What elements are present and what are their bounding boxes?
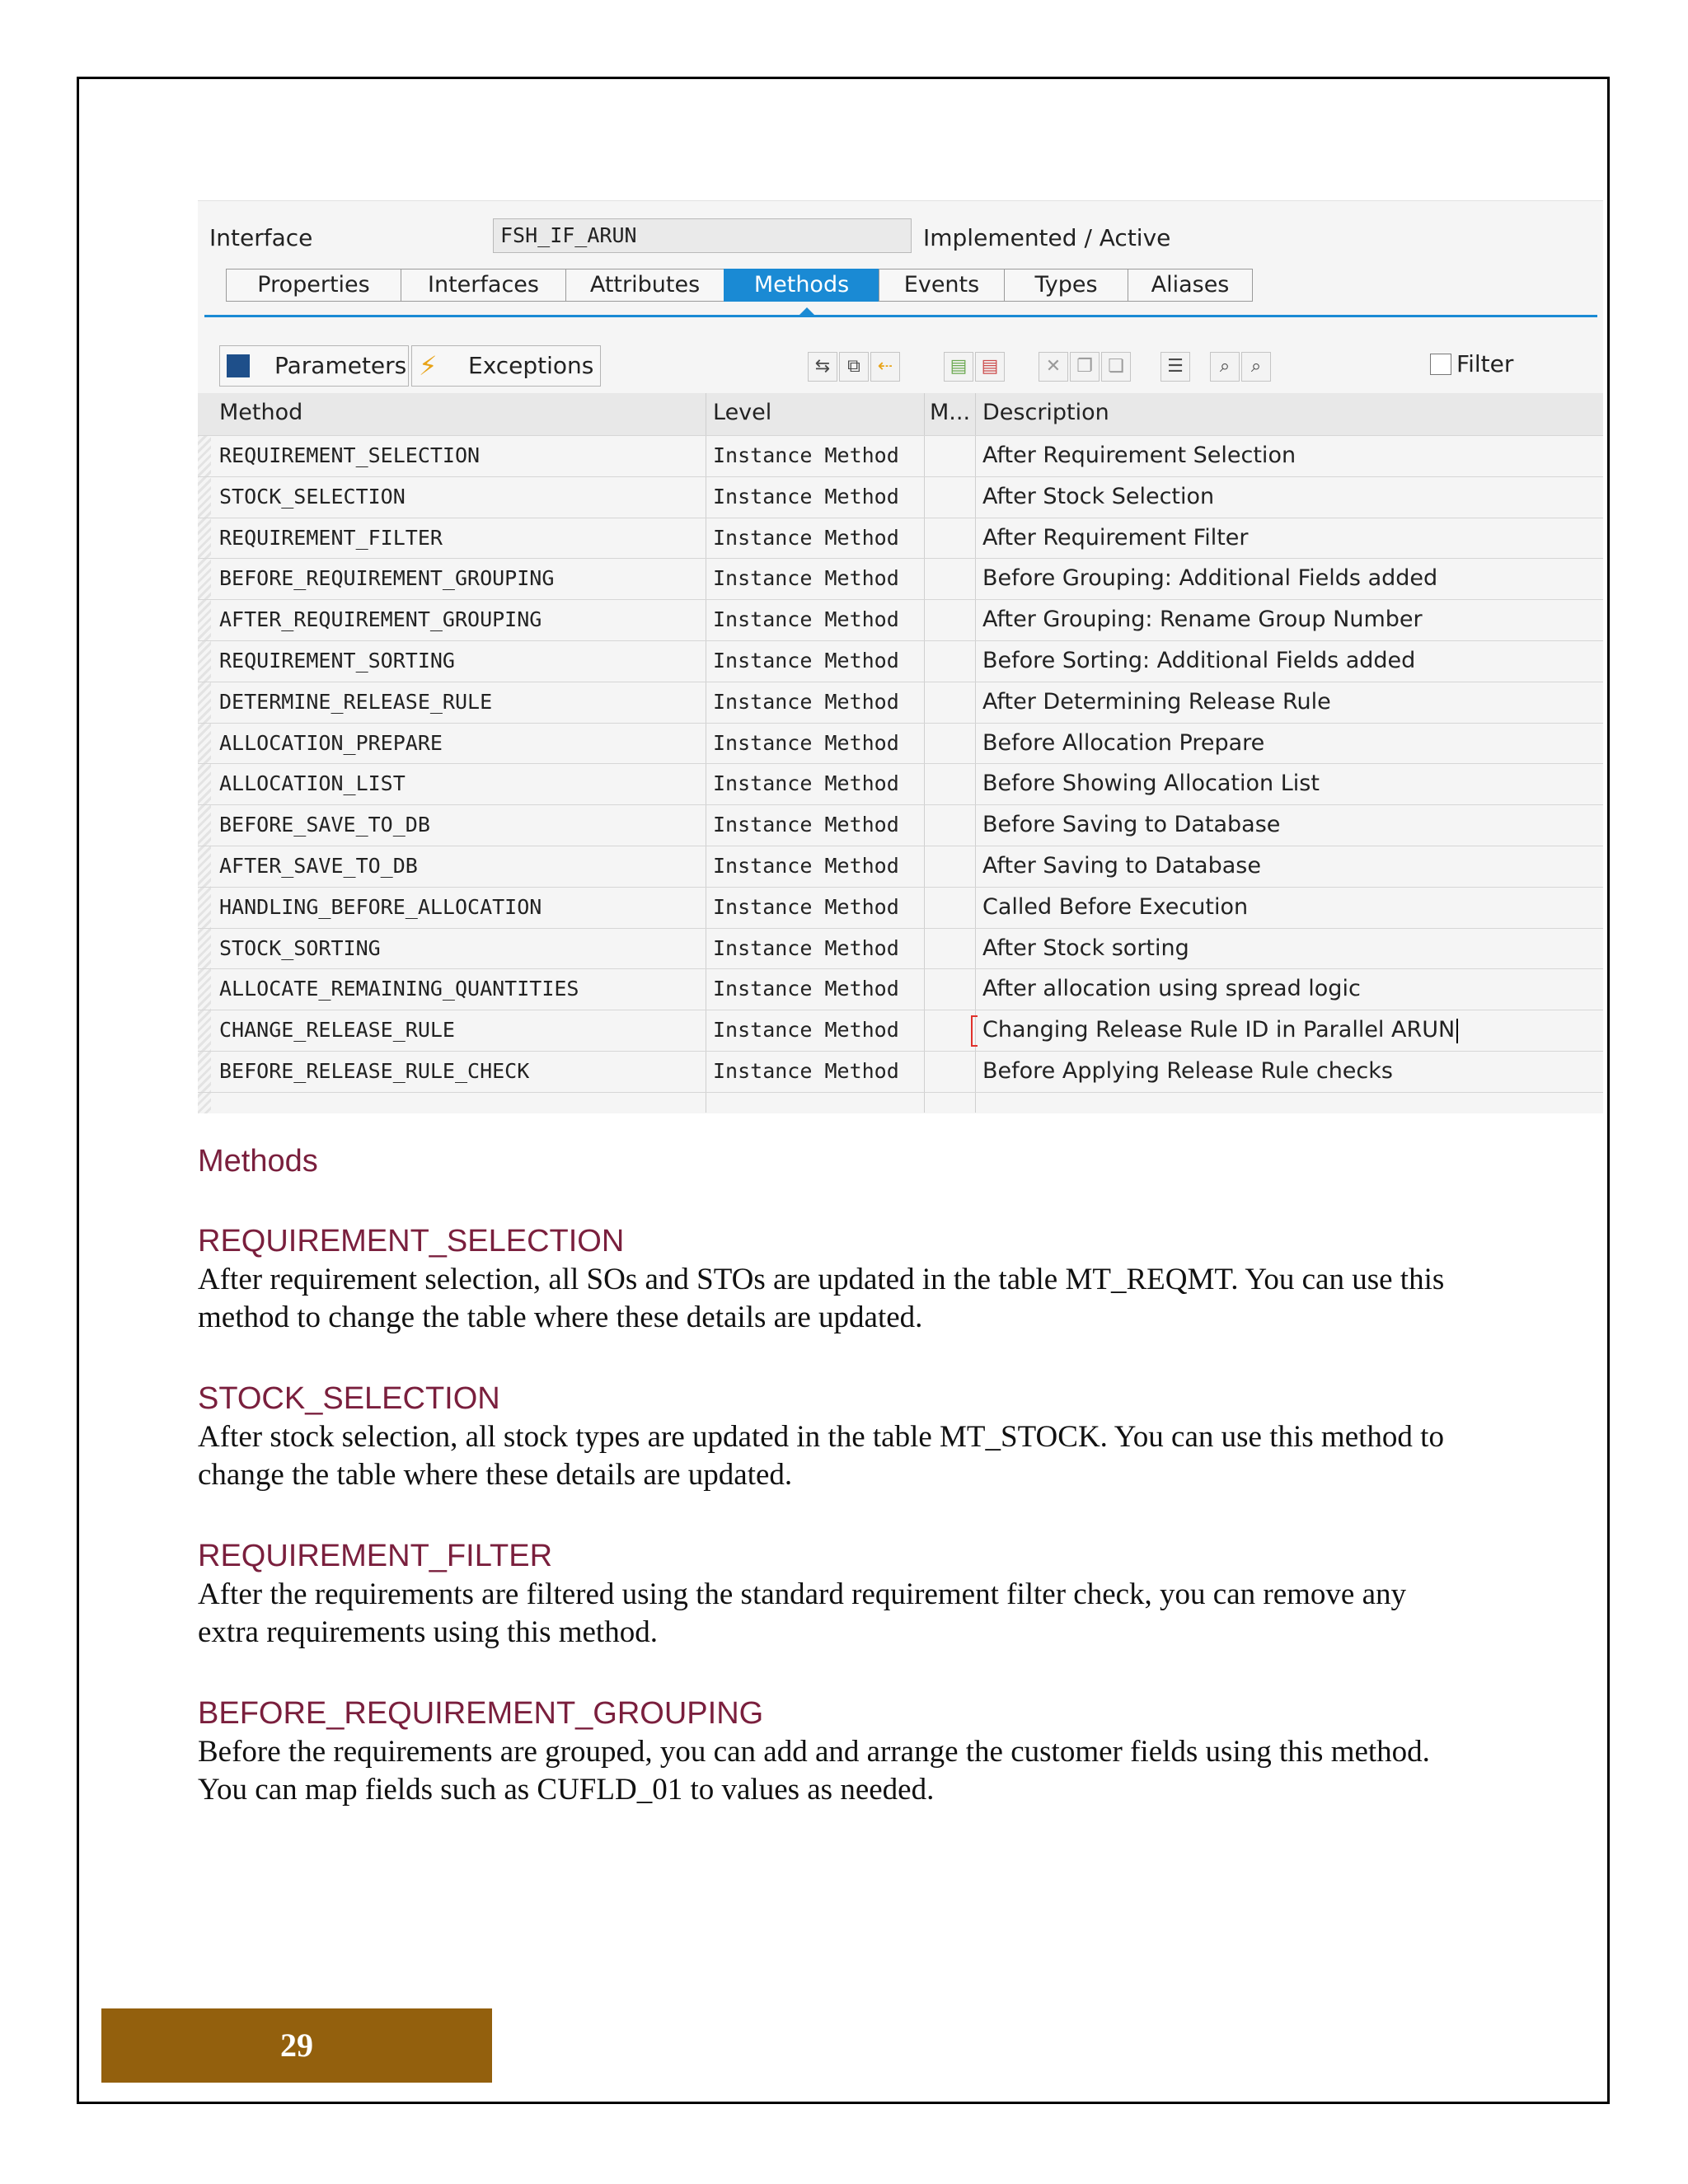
description-cell[interactable]: Before Applying Release Rule checks bbox=[982, 1057, 1393, 1084]
table-row[interactable] bbox=[198, 641, 1603, 682]
tab-events[interactable]: Events bbox=[879, 269, 1004, 302]
active-tab-caret bbox=[799, 307, 814, 315]
paste-icon[interactable]: ❏ bbox=[1101, 352, 1131, 382]
method-description: Before the requirements are grouped, you can add and arrange the customer fields using this method. You can map fields such as CUFLD_01 to values as needed. bbox=[198, 1735, 1430, 1807]
m-cell[interactable] bbox=[925, 846, 976, 887]
level-cell[interactable]: Instance Method bbox=[706, 846, 925, 887]
method-cell[interactable]: STOCK_SELECTION bbox=[198, 477, 706, 518]
level-cell[interactable]: Instance Method bbox=[706, 559, 925, 599]
method-heading: REQUIREMENT_FILTER bbox=[198, 1539, 553, 1573]
find-next-icon[interactable]: ⌕ bbox=[1241, 352, 1271, 382]
method-cell[interactable]: STOCK_SORTING bbox=[198, 929, 706, 969]
level-cell[interactable]: Instance Method bbox=[706, 641, 925, 682]
description-cell[interactable]: After Saving to Database bbox=[982, 852, 1261, 879]
append-row-icon[interactable]: ▤ bbox=[944, 352, 973, 382]
m-cell[interactable] bbox=[925, 724, 976, 764]
tab-strip bbox=[226, 269, 1253, 302]
tab-types[interactable]: Types bbox=[1004, 269, 1128, 302]
description-cell[interactable]: Before Saving to Database bbox=[982, 812, 1281, 838]
method-cell[interactable]: REQUIREMENT_SORTING bbox=[198, 641, 706, 682]
sort-icon[interactable]: ☰ bbox=[1160, 352, 1190, 382]
table-row[interactable] bbox=[198, 1010, 1603, 1052]
description-cell[interactable]: After Grouping: Rename Group Number bbox=[982, 607, 1423, 633]
column-header-level[interactable]: Level bbox=[706, 393, 925, 435]
method-heading: REQUIREMENT_SELECTION bbox=[198, 1224, 625, 1258]
m-cell[interactable] bbox=[925, 477, 976, 518]
method-cell[interactable]: AFTER_SAVE_TO_DB bbox=[198, 846, 706, 887]
exceptions-button[interactable]: ⚡ Exceptions bbox=[411, 345, 601, 387]
table-row[interactable] bbox=[198, 1052, 1603, 1093]
description-cell[interactable]: Called Before Execution bbox=[982, 893, 1249, 920]
m-cell[interactable] bbox=[925, 969, 976, 1010]
method-cell[interactable]: AFTER_REQUIREMENT_GROUPING bbox=[198, 600, 706, 640]
table-row[interactable] bbox=[198, 764, 1603, 805]
description-cell[interactable]: Before Grouping: Additional Fields added bbox=[982, 565, 1438, 592]
table-row[interactable] bbox=[198, 600, 1603, 641]
method-heading: STOCK_SELECTION bbox=[198, 1381, 500, 1416]
navigate-icon[interactable]: ⇠ bbox=[870, 352, 900, 382]
m-cell[interactable] bbox=[925, 436, 976, 476]
table-empty-row bbox=[198, 1093, 1603, 1113]
copy-icon[interactable]: ❐ bbox=[1070, 352, 1100, 382]
level-cell[interactable]: Instance Method bbox=[706, 969, 925, 1010]
description-cell[interactable]: Before Allocation Prepare bbox=[982, 729, 1265, 756]
column-header-method[interactable]: Method bbox=[198, 393, 706, 435]
level-cell[interactable]: Instance Method bbox=[706, 682, 925, 723]
tab-properties[interactable]: Properties bbox=[226, 269, 401, 302]
m-cell[interactable] bbox=[925, 559, 976, 599]
status-text: Implemented / Active bbox=[923, 224, 1171, 251]
method-cell[interactable]: ALLOCATE_REMAINING_QUANTITIES bbox=[198, 969, 706, 1010]
tab-methods[interactable]: Methods bbox=[724, 269, 879, 302]
method-cell[interactable]: HANDLING_BEFORE_ALLOCATION bbox=[198, 888, 706, 928]
table-row[interactable] bbox=[198, 682, 1603, 724]
table-body bbox=[198, 436, 1603, 1093]
m-cell[interactable] bbox=[925, 929, 976, 969]
lightning-icon: ⚡ bbox=[419, 350, 438, 382]
description-cell[interactable]: After Stock sorting bbox=[982, 935, 1189, 961]
table-header-row bbox=[198, 393, 1603, 436]
method-cell[interactable]: BEFORE_RELEASE_RULE_CHECK bbox=[198, 1052, 706, 1092]
method-cell[interactable]: BEFORE_REQUIREMENT_GROUPING bbox=[198, 559, 706, 599]
m-cell[interactable] bbox=[925, 641, 976, 682]
insert-row-icon[interactable]: ⇆ bbox=[808, 352, 837, 382]
method-description: After the requirements are filtered using the standard requirement filter check, you can remove any extra requirements using this method. bbox=[198, 1577, 1407, 1649]
table-row[interactable] bbox=[198, 969, 1603, 1010]
method-cell[interactable]: BEFORE_SAVE_TO_DB bbox=[198, 805, 706, 846]
description-cell[interactable]: Changing Release Rule ID in Parallel ARUN bbox=[976, 1010, 1603, 1051]
methods-table bbox=[198, 393, 1603, 1113]
tab-aliases[interactable]: Aliases bbox=[1128, 269, 1253, 302]
level-cell[interactable]: Instance Method bbox=[706, 724, 925, 764]
section-title: Methods bbox=[198, 1144, 318, 1179]
table-row[interactable] bbox=[198, 846, 1603, 888]
tab-interfaces[interactable]: Interfaces bbox=[401, 269, 565, 302]
table-row[interactable] bbox=[198, 929, 1603, 970]
table-row[interactable] bbox=[198, 724, 1603, 765]
tab-underline bbox=[204, 315, 1597, 317]
table-row[interactable] bbox=[198, 436, 1603, 477]
description-cell[interactable]: After Stock Selection bbox=[982, 483, 1215, 509]
method-cell[interactable]: DETERMINE_RELEASE_RULE bbox=[198, 682, 706, 723]
level-cell[interactable]: Instance Method bbox=[706, 929, 925, 969]
table-row[interactable] bbox=[198, 888, 1603, 929]
text-cursor bbox=[1456, 1019, 1458, 1043]
method-description: After requirement selection, all SOs and STOs are updated in the table MT_REQMT. You can use this method to change the table where these details are updated. bbox=[198, 1263, 1445, 1334]
parameters-icon bbox=[227, 354, 250, 377]
description-cell[interactable]: After Determining Release Rule bbox=[982, 688, 1331, 715]
level-cell[interactable]: Instance Method bbox=[706, 888, 925, 928]
interface-label: Interface bbox=[209, 224, 313, 251]
m-cell[interactable] bbox=[925, 682, 976, 723]
method-heading: BEFORE_REQUIREMENT_GROUPING bbox=[198, 1696, 764, 1731]
table-row[interactable] bbox=[198, 477, 1603, 518]
cut-icon[interactable]: ✕ bbox=[1039, 352, 1068, 382]
sap-class-builder-screenshot bbox=[198, 200, 1603, 1113]
level-cell[interactable]: Instance Method bbox=[706, 518, 925, 559]
m-cell[interactable] bbox=[925, 764, 976, 804]
filter-label: Filter bbox=[1456, 350, 1514, 377]
m-cell[interactable] bbox=[925, 805, 976, 846]
method-cell[interactable]: REQUIREMENT_SELECTION bbox=[198, 436, 706, 476]
methods-toolbar bbox=[198, 345, 1603, 388]
column-header-m[interactable]: M... bbox=[925, 393, 976, 435]
level-cell[interactable]: Instance Method bbox=[706, 1052, 925, 1092]
level-cell[interactable]: Instance Method bbox=[706, 1010, 925, 1051]
level-cell[interactable]: Instance Method bbox=[706, 805, 925, 846]
m-cell[interactable] bbox=[925, 1052, 976, 1092]
description-cell[interactable]: After Requirement Selection bbox=[982, 443, 1296, 468]
method-cell[interactable]: REQUIREMENT_FILTER bbox=[198, 518, 706, 559]
method-cell[interactable]: ALLOCATION_LIST bbox=[198, 764, 706, 804]
find-icon[interactable]: ⌕ bbox=[1210, 352, 1240, 382]
m-cell[interactable] bbox=[925, 888, 976, 928]
table-row[interactable] bbox=[198, 518, 1603, 560]
level-cell[interactable]: Instance Method bbox=[706, 764, 925, 804]
page-number: 29 bbox=[101, 2008, 492, 2083]
m-cell[interactable] bbox=[925, 600, 976, 640]
edit-marker-icon bbox=[971, 1015, 978, 1047]
column-header-description[interactable]: Description bbox=[982, 400, 1109, 425]
level-cell[interactable]: Instance Method bbox=[706, 436, 925, 476]
table-row[interactable] bbox=[198, 805, 1603, 846]
table-row[interactable] bbox=[198, 559, 1603, 600]
parameters-button[interactable]: Parameters bbox=[219, 345, 409, 387]
method-cell[interactable]: CHANGE_RELEASE_RULE bbox=[198, 1010, 706, 1051]
level-cell[interactable]: Instance Method bbox=[706, 477, 925, 518]
m-cell[interactable] bbox=[925, 518, 976, 559]
description-cell[interactable]: Before Sorting: Additional Fields added bbox=[982, 647, 1416, 673]
method-description: After stock selection, all stock types are updated in the table MT_STOCK. You can use this method to change the table where these details are updated. bbox=[198, 1420, 1444, 1492]
interface-field[interactable]: FSH_IF_ARUN bbox=[493, 218, 912, 253]
description-cell[interactable]: Before Showing Allocation List bbox=[982, 771, 1320, 797]
delete-row-icon[interactable]: ▤ bbox=[975, 352, 1005, 382]
filter-checkbox[interactable] bbox=[1430, 354, 1451, 375]
tab-attributes[interactable]: Attributes bbox=[565, 269, 724, 302]
description-cell[interactable]: After allocation using spread logic bbox=[982, 976, 1361, 1002]
m-cell[interactable] bbox=[925, 1010, 976, 1051]
copy-rows-icon[interactable]: ⧉ bbox=[839, 352, 869, 382]
level-cell[interactable]: Instance Method bbox=[706, 600, 925, 640]
method-cell[interactable]: ALLOCATION_PREPARE bbox=[198, 724, 706, 764]
description-cell[interactable]: After Requirement Filter bbox=[982, 524, 1249, 551]
